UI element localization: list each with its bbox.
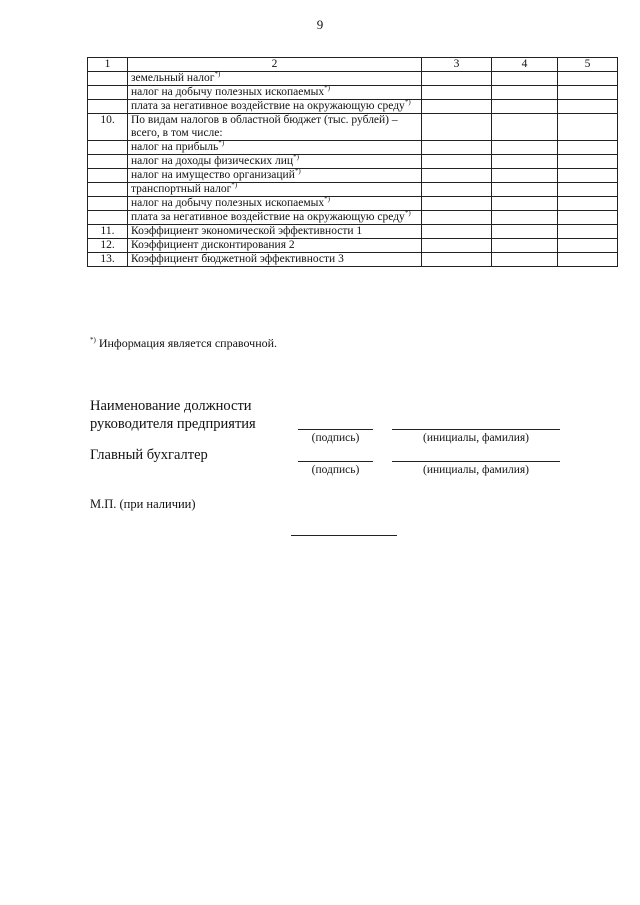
row-label-text: По видам налогов в областной бюджет (тыс. рублей) – всего, в том числе: [131,114,398,139]
value-cell [558,211,618,225]
accountant-name-line [392,461,560,462]
footnote-reference: *) [218,139,225,148]
row-label [128,211,422,225]
value-cell [492,211,558,225]
footnote-reference: *) [324,84,330,93]
table-row [88,239,618,253]
row-label [128,225,422,239]
row-label [128,183,422,197]
value-cell [492,183,558,197]
accountant-title: Главный бухгалтер [90,447,208,463]
footnote-reference: *) [404,209,411,218]
value-cell [558,197,618,211]
value-cell [422,114,492,141]
row-number [88,155,128,169]
value-cell [492,155,558,169]
value-cell [492,197,558,211]
value-cell [492,100,558,114]
value-cell [558,169,618,183]
table-row [88,72,618,86]
footnote-reference: *) [294,167,301,176]
column-header: 1 [88,58,128,72]
row-number [88,141,128,155]
row-label [128,141,422,155]
value-cell [558,155,618,169]
row-label [128,253,422,267]
data-table [87,57,618,267]
accountant-name-caption: (инициалы, фамилия) [422,464,530,476]
value-cell [558,114,618,141]
value-cell [492,141,558,155]
footnote-reference: *) [404,98,411,107]
value-cell [422,86,492,100]
row-label [128,72,422,86]
row-number: 12. [88,239,128,253]
page-number: 9 [316,17,324,32]
value-cell [492,239,558,253]
row-label-text: транспортный налог [131,183,232,195]
row-label [128,239,422,253]
row-label-text: налог на доходы физических лиц [131,155,294,167]
value-cell [492,253,558,267]
column-header: 5 [558,58,618,72]
value-cell [558,86,618,100]
table-row [88,197,618,211]
footnote-reference: *) [214,70,221,79]
row-label [128,155,422,169]
row-label-text: плата за негативное воздействие на окружающую среду [131,100,405,112]
table-row [88,253,618,267]
value-cell [558,239,618,253]
row-number [88,183,128,197]
director-name-line [392,429,560,430]
column-header: 2 [128,58,422,72]
row-number [88,211,128,225]
table-row [88,155,618,169]
director-title-line2: руководителя предприятия [90,416,256,432]
row-label-text: Коэффициент экономической эффективности 1 [131,225,363,237]
row-number [88,86,128,100]
value-cell [422,169,492,183]
row-label-text: налог на добычу полезных ископаемых [131,86,325,98]
row-number [88,72,128,86]
row-label [128,169,422,183]
value-cell [558,225,618,239]
value-cell [492,72,558,86]
table-row [88,169,618,183]
director-signature-caption: (подпись) [311,432,360,444]
footnote-reference: *) [293,153,299,162]
footnote-mark: *) [90,336,96,344]
table-row [88,100,618,114]
value-cell [422,253,492,267]
row-number: 10. [88,114,128,141]
value-cell [422,225,492,239]
bottom-divider [291,535,397,536]
row-label [128,100,422,114]
table-row [88,211,618,225]
value-cell [422,211,492,225]
table-row [88,141,618,155]
row-label-text: налог на добычу полезных ископаемых [131,197,325,209]
director-title [90,397,256,433]
row-label [128,114,422,141]
value-cell [422,197,492,211]
value-cell [422,72,492,86]
value-cell [422,155,492,169]
column-header: 4 [492,58,558,72]
row-label-text: Коэффициент дисконтирования 2 [131,239,295,251]
column-header: 3 [422,58,492,72]
value-cell [492,86,558,100]
stamp-place: М.П. (при наличии) [90,497,196,511]
row-number [88,100,128,114]
table-row [88,86,618,100]
value-cell [422,141,492,155]
value-cell [492,169,558,183]
row-label [128,197,422,211]
footnote [90,336,277,351]
row-label-text: Коэффициент бюджетной эффективности 3 [131,253,344,265]
value-cell [558,100,618,114]
director-signature-line [298,429,373,430]
value-cell [422,100,492,114]
value-cell [558,72,618,86]
table-header-row [88,58,618,72]
row-label-text: земельный налог [131,72,215,84]
row-number [88,197,128,211]
director-name-caption: (инициалы, фамилия) [422,432,530,444]
value-cell [558,253,618,267]
value-cell [422,239,492,253]
value-cell [558,141,618,155]
director-title-line1: Наименование должности [90,398,252,414]
accountant-signature-caption: (подпись) [311,464,360,476]
value-cell [422,183,492,197]
row-label-text: плата за негативное воздействие на окружающую среду [131,211,405,223]
row-number [88,169,128,183]
value-cell [492,225,558,239]
footnote-reference: *) [324,195,330,204]
row-number: 11. [88,225,128,239]
table-row [88,114,618,141]
row-number: 13. [88,253,128,267]
footnote-text: Информация является справочной. [95,336,278,350]
table-row [88,225,618,239]
footnote-reference: *) [231,181,238,190]
table-row [88,183,618,197]
row-label-text: налог на прибыль [131,141,219,153]
row-label-text: налог на имущество организаций [131,169,295,181]
value-cell [558,183,618,197]
value-cell [492,114,558,141]
row-label [128,86,422,100]
accountant-signature-line [298,461,373,462]
